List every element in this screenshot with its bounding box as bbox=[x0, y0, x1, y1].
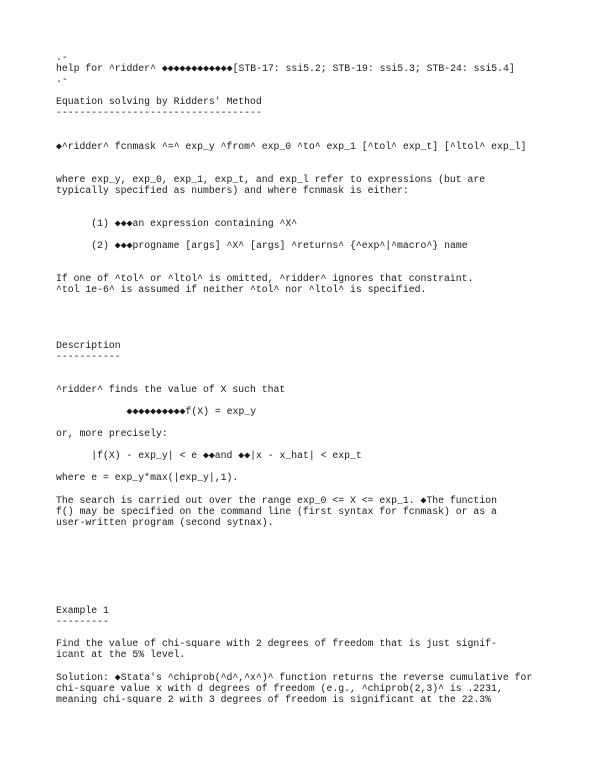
text-line: icant at the 5% level. bbox=[56, 649, 186, 661]
text-line: user-written program (second sytnax). bbox=[56, 516, 274, 528]
blank-line bbox=[56, 152, 532, 163]
text-line: Solution: ◆Stata's ^chiprob(^d^,^x^)^ function returns the reverse cumulative for bbox=[56, 671, 533, 683]
blank-line bbox=[56, 373, 532, 384]
blank-line bbox=[56, 439, 532, 450]
text-line: where e = exp_y*max(|exp_y|,1). bbox=[56, 472, 239, 484]
blank-line bbox=[56, 229, 532, 240]
blank-line bbox=[56, 627, 532, 638]
text-line: (1) ◆◆◆an expression containing ^X^ bbox=[56, 217, 298, 229]
text-line: (2) ◆◆◆progname [args] ^X^ [args] ^returns^ {^exp^|^macro^} name bbox=[56, 240, 468, 252]
blank-line bbox=[56, 207, 532, 218]
text-line: .- bbox=[56, 52, 68, 63]
text-line: ◆◆◆◆◆◆◆◆◆◆f(X) = exp_y bbox=[56, 406, 257, 417]
blank-line bbox=[56, 329, 532, 340]
blank-line bbox=[56, 362, 532, 373]
text-line: ◆^ridder^ fcnmask ^=^ exp_y ^from^ exp_0 ^to^ exp_1 [^tol^ exp_t] [^ltol^ exp_l] bbox=[56, 140, 527, 152]
blank-line bbox=[56, 583, 532, 594]
blank-line bbox=[56, 539, 532, 550]
blank-line bbox=[56, 594, 532, 605]
blank-line bbox=[56, 561, 532, 572]
text-line: where exp_y, exp_0, exp_1, exp_t, and exp_l refer to expressions (but are bbox=[56, 173, 486, 185]
text-line: If one of ^tol^ or ^ltol^ is omitted, ^ridder^ ignores that constraint. bbox=[56, 273, 474, 285]
blank-line bbox=[56, 572, 532, 583]
blank-line bbox=[56, 251, 532, 262]
blank-line bbox=[56, 163, 532, 174]
blank-line bbox=[56, 306, 532, 317]
blank-line bbox=[56, 85, 532, 96]
blank-line bbox=[56, 318, 532, 329]
text-line: ----------- bbox=[56, 350, 121, 362]
text-line: Description bbox=[56, 339, 121, 351]
blank-line bbox=[56, 528, 532, 539]
text-line: .- bbox=[56, 74, 68, 86]
blank-line bbox=[56, 550, 532, 561]
text-line: Equation solving by Ridders' Method bbox=[56, 96, 262, 108]
blank-line bbox=[56, 483, 532, 494]
text-line: ^tol 1e-6^ is assumed if neither ^tol^ nor ^ltol^ is specified. bbox=[56, 284, 427, 296]
text-line: typically specified as numbers) and where fcnmask is either: bbox=[56, 184, 409, 196]
help-document bbox=[56, 52, 532, 705]
text-line: meaning chi-square 2 with 3 degrees of freedom is significant at the 22.3% bbox=[56, 693, 492, 705]
text-line: f() may be specified on the command line (first syntax for fcnmask) or as a bbox=[56, 505, 497, 517]
text-line: The search is carried out over the range exp_0 <= X <= exp_1. ◆The function bbox=[56, 494, 497, 506]
text-line: chi-square value x with d degrees of freedom (e.g., ^chiprob(2,3)^ is .2231, bbox=[56, 682, 503, 694]
blank-line bbox=[56, 395, 532, 406]
text-line: ^ridder^ finds the value of X such that bbox=[56, 383, 286, 395]
blank-line bbox=[56, 417, 532, 428]
blank-line bbox=[56, 196, 532, 207]
blank-line bbox=[56, 295, 532, 306]
text-line: ----------------------------------- bbox=[56, 107, 262, 119]
text-line: help for ^ridder^ ◆◆◆◆◆◆◆◆◆◆◆◆[STB-17: ssi5.2; STB-19: ssi5.3; STB-24: ssi5.4] bbox=[56, 63, 515, 75]
text-line: Find the value of chi-square with 2 degrees of freedom that is just signif- bbox=[56, 638, 497, 650]
blank-line bbox=[56, 461, 532, 472]
text-line: Example 1 bbox=[56, 605, 109, 617]
blank-line bbox=[56, 660, 532, 671]
text-line: --------- bbox=[56, 616, 109, 628]
blank-line bbox=[56, 118, 532, 129]
blank-line bbox=[56, 262, 532, 273]
text-line: or, more precisely: bbox=[56, 428, 168, 440]
blank-line bbox=[56, 129, 532, 140]
text-line: |f(X) - exp_y| < e ◆◆and ◆◆|x - x_hat| < exp_t bbox=[56, 450, 362, 462]
